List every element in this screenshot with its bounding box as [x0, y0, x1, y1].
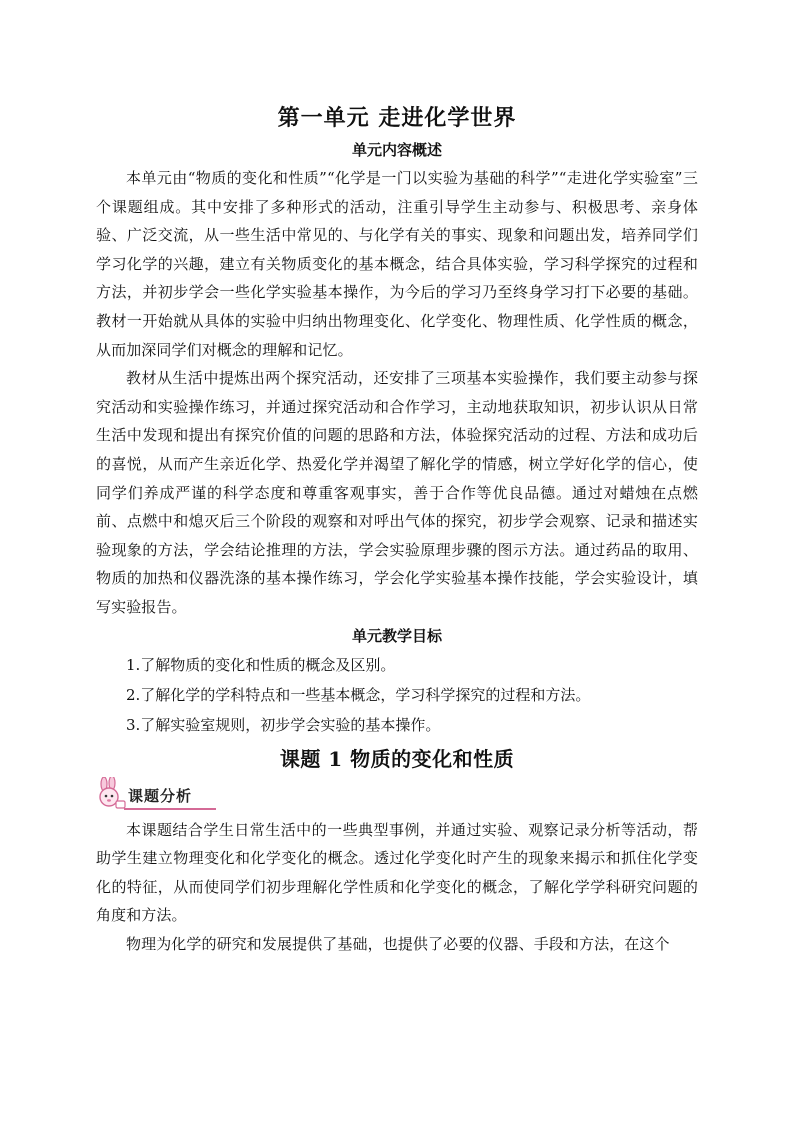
lesson-paragraph-1: 本课题结合学生日常生活中的一些典型事例，并通过实验、观察记录分析等活动，帮助学生建立物理变化和化学变化的概念。透过化学变化时产生的现象来揭示和抓住化学变化的特征，从而使同学们初步理解化学性质和化学变化的概念，了解化学学科研究问题的角度和方法。: [96, 820, 698, 925]
lesson-analysis-label: 课题分析: [128, 786, 193, 805]
unit-title: 第一单元 走进化学世界: [277, 105, 517, 131]
goal-item-2: 2.了解化学的学科特点和一些基本概念，学习科学探究的过程和方法。: [126, 685, 591, 704]
overview-heading: 单元内容概述: [351, 141, 442, 159]
overview-paragraph-1: 本单元由“物质的变化和性质”“化学是一门以实验为基础的科学”“走进化学实验室”三个课题组成。其中安排了多种形式的活动，注重引导学生主动参与、积极思考、亲身体验、广泛交流，从一些生活中常见的、与化学有关的事实、现象和问题出发，培养同学们学习化学的兴趣，建立有关物质变化的基本概念，结合具体实验，学习科学探究的过程和方法，并初步学会一些化学实验基本操作，为今后的学习乃至终身学习打下必要的基础。教材一开始就从具体的实验中归纳出物理变化、化学变化、物理性质、化学性质的概念，从而加深同学们对概念的理解和记忆。: [96, 169, 698, 359]
page-content: [96, 100, 698, 958]
rabbit-mascot-icon: [94, 777, 128, 811]
lesson-analysis-badge-row: [96, 776, 698, 816]
lesson-analysis-badge: [94, 778, 214, 810]
goal-item-3: 3.了解实验室规则，初步学会实验的基本操作。: [126, 715, 441, 734]
badge-underline: [124, 808, 216, 810]
goal-item-1: 1.了解物质的变化和性质的概念及区别。: [126, 655, 396, 674]
lesson-title: 课题 1 物质的变化和性质: [279, 746, 515, 771]
overview-paragraph-2: 教材从生活中提炼出两个探究活动，还安排了三项基本实验操作，我们要主动参与探究活动和实验操作练习，并通过探究活动和合作学习，主动地获取知识，初步认识从日常生活中发现和提出有探究价值的问题的思路和方法，体验探究活动的过程、方法和成功后的喜悦，从而产生亲近化学、热爱化学并渴望了解化学的情感，树立学好化学的信心，使同学们养成严谨的科学态度和尊重客观事实，善于合作等优良品德。通过对蜡烛在点燃前、点燃中和熄灭后三个阶段的观察和对呼出气体的探究，初步学会观察、记录和描述实验现象的方法，学会结论推理的方法，学会实验原理步骤的图示方法。通过药品的取用、物质的加热和仪器洗涤的基本操作练习，学会化学实验基本操作技能，学会实验设计，填写实验报告。: [96, 369, 698, 616]
goals-heading: 单元教学目标: [351, 626, 442, 645]
lesson-paragraph-2: 物理为化学的研究和发展提供了基础，也提供了必要的仪器、手段和方法，在这个: [126, 934, 670, 953]
